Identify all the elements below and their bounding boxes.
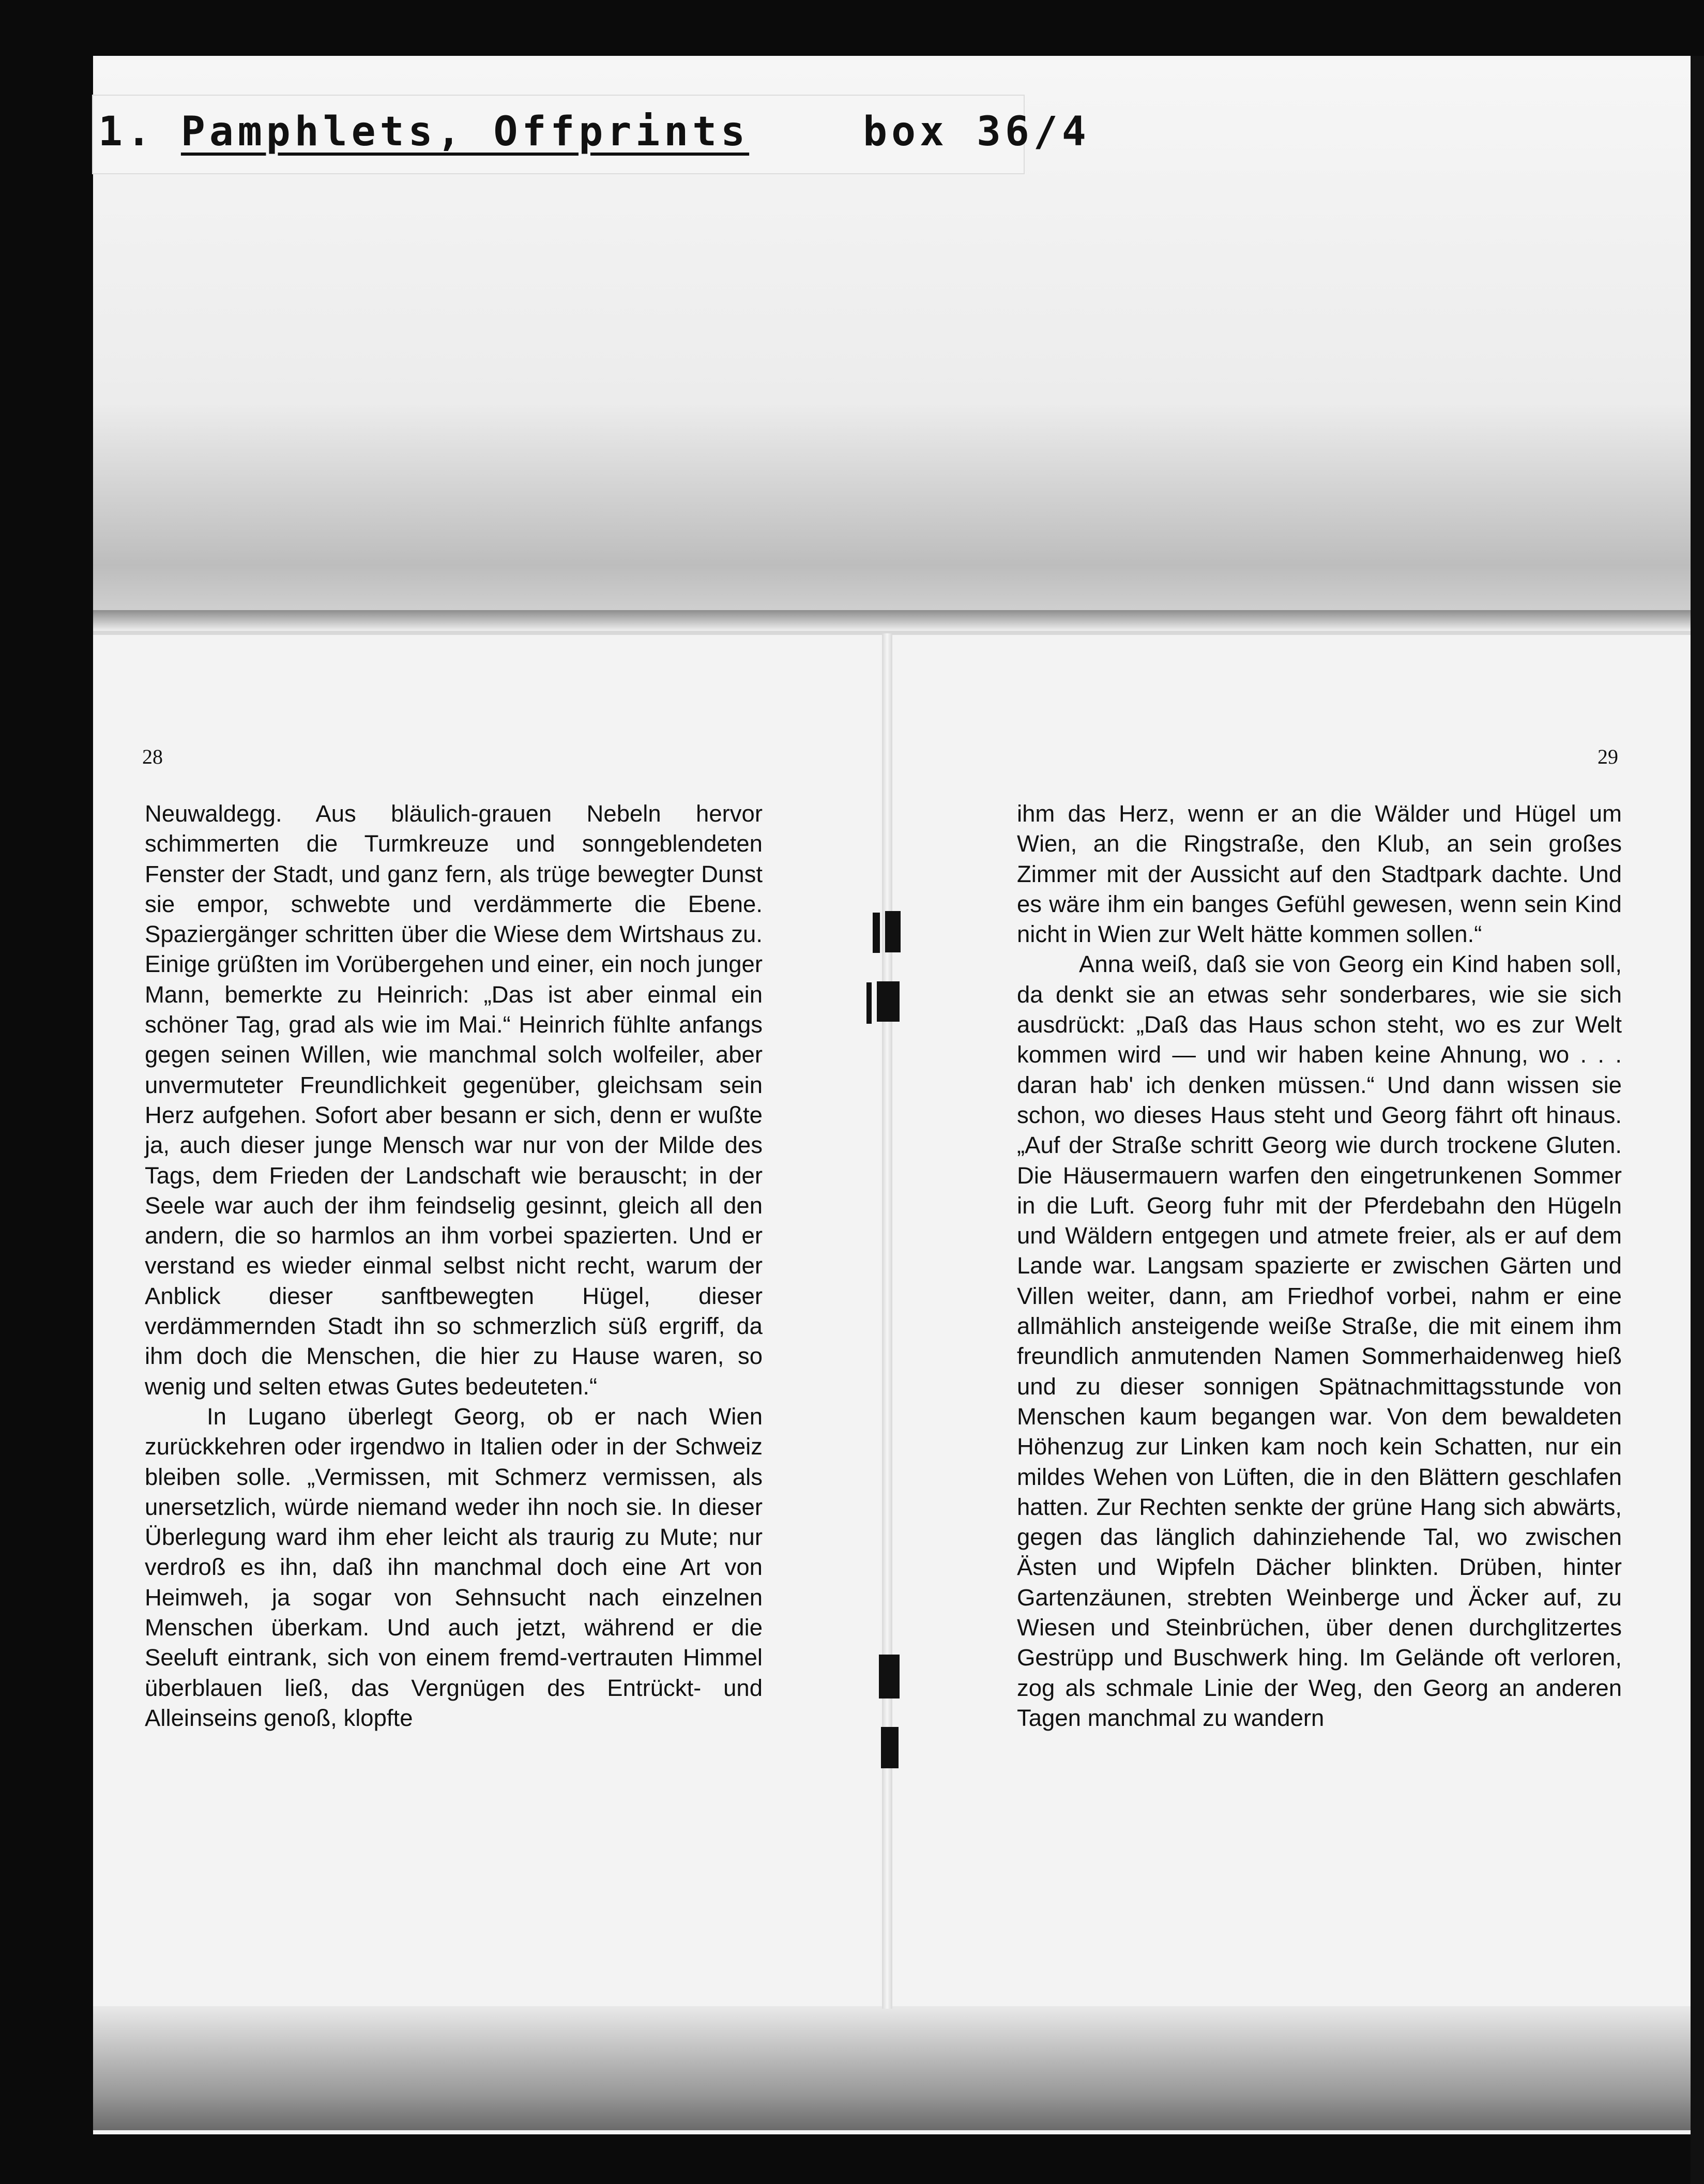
archive-label-text: [98, 103, 1090, 160]
paragraph: Anna weiß, daß sie von Georg ein Kind haben soll, da denkt sie an etwas sehr sonderbares, wie sie sich ausdrückt: „Daß das Haus schon steht, wo es zur Welt kommen wird — und wir haben keine Ahnung, wo . . . daran hab' ich denken müssen.“ Und dann wissen sie schon, wo dieses Haus steht und Georg fährt oft hinaus. „Auf der Straße schritt Georg wie durch trockene Gluten. Die Häusermauern warfen den eingetrunkenen Sommer in die Luft. Georg fuhr mit der Pferdebahn den Hügeln und Wäldern entgegen und atmete freier, als er auf dem Lande war. Langsam spazierte er zwischen Gärten und Villen weiter, dann, am Friedhof vorbei, nahm er eine allmählich ansteigende weiße Straße, die mit einem ihm freundlich anmutenden Namen Sommerhaidenweg hieß und zu dieser sonnigen Spätnachmittagsstunde von Menschen kaum begangen war. Von dem bewaldeten Höhenzug zur Linken kam noch kein Schatten, nur ein mildes Wehen von Lüften, die in den Blättern geschlafen hatten. Zur Rechten senkte der grüne Hang sich abwärts, gegen das länglich dahinziehende Tal, wo zwischen Ästen und Wipfeln Dächer blinkten. Drüben, hinter Gartenzäunen, strebten Weinberge und Äcker auf, zu Wiesen und Steinbrüchen, über denen durchglitzertes Gestrüpp und Buschwerk hing. Im Gelände oft verloren, zog als schmale Linie der Weg, den Georg an anderen Tagen manchmal zu wandern: [1017, 951, 1622, 1731]
bottom-shadow-band: [93, 2006, 1696, 2130]
paragraph: Neuwaldegg. Aus bläulich-grauen Nebeln hervor schimmerten die Turmkreuze und sonngeblendeten Fenster der Stadt, und ganz fern, als trüge bewegter Dunst sie empor, schwebte und verdämmerte die Ebene. Spaziergänger schritten über die Wiese dem Wirtshaus zu. Einige grüßten im Vorübergehen und einer, ein noch junger Mann, bemerkte zu Heinrich: „Das ist aber einmal ein schöner Tag, grad als wie im Mai.“ Heinrich fühlte anfangs gegen seinen Willen, wie manchmal solch wolfeiler, aber unvermuteter Freundlichkeit gegenüber, gleichsam sein Herz aufgehen. Sofort aber besann er sich, denn er wußte ja, auch dieser junge Mensch war nur von der Milde des Tags, dem Frieden der Landschaft wie berauscht; in der Seele war auch der ihm feindselig gesinnt, gleich all den andern, die so harmlos an ihm vorbei spazierten. Und er verstand es wieder einmal selbst nicht recht, warum der Anblick dieser sanftbewegten Hügel, dieser verdämmernden Stadt ihn so schmerzlich süß ergriff, da ihm doch die Menschen, die hier zu Hause waren, so wenig und selten etwas Gutes bedeuteten.“: [145, 800, 763, 1400]
paragraph: ihm das Herz, wenn er an die Wälder und Hügel um Wien, an die Ringstraße, den Klub, an sein großes Zimmer mit der Aussicht auf den Stadtpark dachte. Und es wäre ihm ein banges Gefühl gewesen, wenn sein Kind nicht in Wien zur Welt hätte kommen sollen.“: [1017, 800, 1622, 948]
binding-mark: [866, 982, 872, 1024]
left-page-text: [145, 799, 763, 1733]
right-border: [1691, 56, 1704, 2184]
label-number: 1.: [98, 109, 155, 155]
left-page-number: 28: [142, 745, 163, 768]
binding-mark: [881, 1727, 899, 1768]
binding-mark: [879, 1655, 900, 1698]
right-page-number: 29: [1598, 745, 1618, 768]
page-fold: [93, 610, 1696, 631]
label-title: Pamphlets, Offprints: [180, 109, 750, 155]
binding-mark: [885, 911, 901, 952]
binding-mark: [877, 981, 900, 1022]
binding-mark: [873, 913, 880, 953]
paragraph: In Lugano überlegt Georg, ob er nach Wien zurückkehren oder irgendwo in Italien oder in der Schweiz bleiben solle. „Vermissen, mit Schmerz vermissen, als unersetzlich, würde niemand weder ihn noch sie. In dieser Überlegung ward ihm eher leicht als traurig zu Mute; nur verdroß es ihn, daß ihn manchmal doch eine Art von Heimweh, ja sogar von Sehnsucht nach einzelnen Menschen überkam. Und auch jetzt, während er die Seeluft eintrank, sich von einem fremd-vertrauten Himmel überblauen ließ, das Vergnügen des Entrückt- und Alleinseins genoß, klopfte: [145, 1403, 763, 1731]
label-box-id: box 36/4: [863, 109, 1090, 155]
right-page-text: [1017, 799, 1622, 1733]
book-gutter: [882, 633, 892, 2009]
